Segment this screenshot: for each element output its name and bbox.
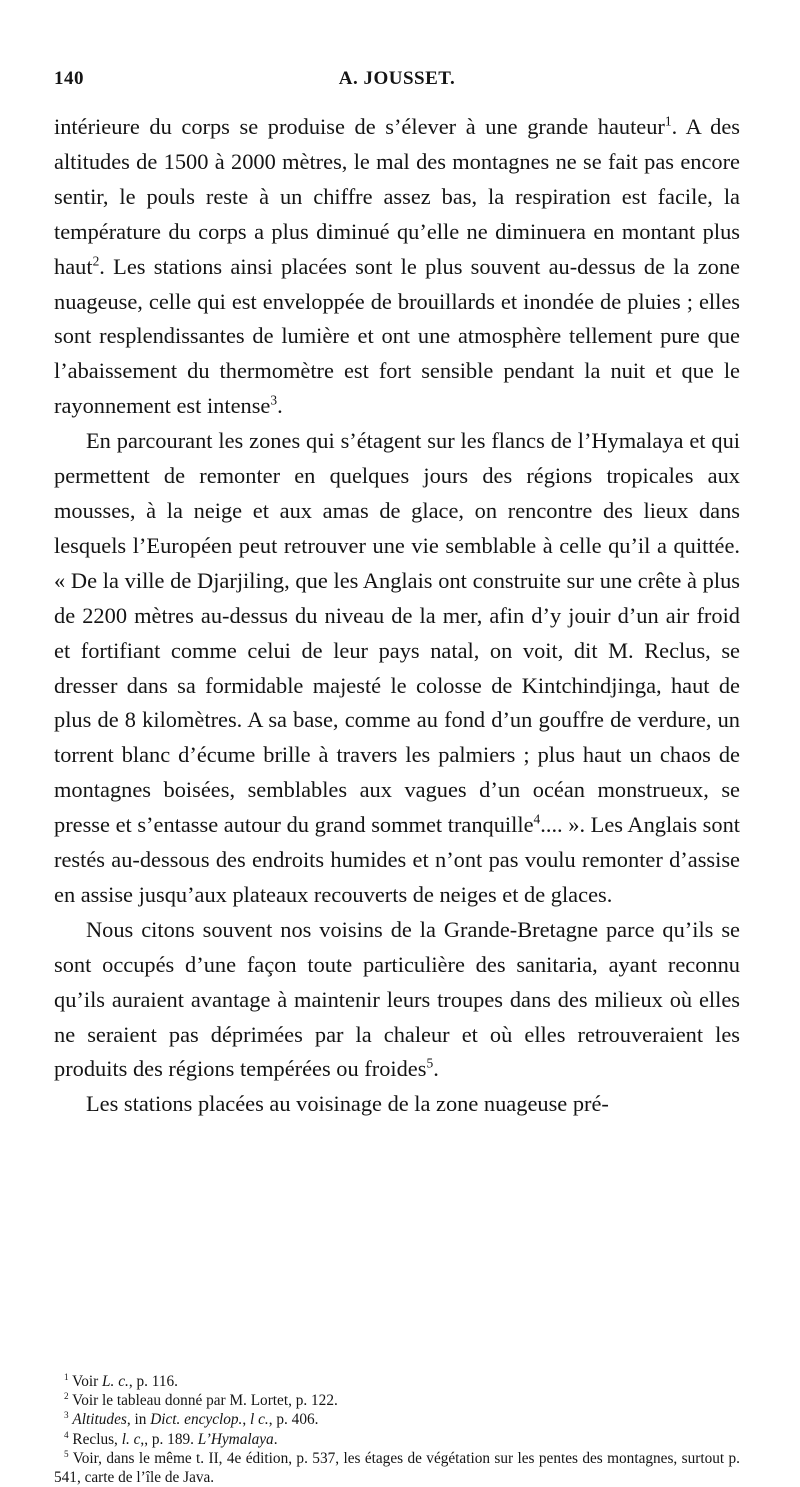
text-run: .	[277, 393, 283, 419]
text-run: intérieure du corps se produise de s’élever à une grande hauteur	[54, 114, 665, 139]
text-run: .... ». Les Anglais sont restés au-dessous des endroits humides et n’ont pas voulu remonter d’assise en assise jusqu’aux plateaux recouverts de neiges et de glaces.	[54, 812, 740, 907]
text-run: Reclus,	[68, 1430, 122, 1448]
text-run: Les stations placées au voisinage de la zone nuageuse pré-	[86, 1091, 609, 1117]
italic-text: l. c	[121, 1430, 141, 1448]
note-reference: 3	[64, 1410, 69, 1421]
text-run: ,	[242, 1411, 251, 1429]
footnote	[54, 1391, 740, 1410]
note-reference: 3	[270, 392, 278, 408]
note-reference: 4	[64, 1429, 69, 1440]
text-run: Voir	[68, 1373, 103, 1390]
text-run: ,, p. 189.	[140, 1430, 198, 1448]
note-reference: 2	[92, 253, 100, 269]
text-run: En parcourant les zones qui s’étagent sur les flancs de l’Hymalaya et qui permettent de remonter en quelques jours des régions tropicales aux mousses, à la neige et aux amas de glace, on rencontre des lieux dans lesquels l’Européen peut retrouver une vie semblable à celle qu’il a quittée. « De la ville de Djarjiling, que les Anglais ont construite sur une crête à plus de 2200 mètres au-dessus du niveau de la mer, afin d’y jouir d’un air froid et fortifiant comme celui de leur pays natal, on voit, dit M. Reclus, se dresser dans sa formidable majesté le colosse de Kintchindjinga, haut de plus de 8 kilomètres. A sa base, comme au fond d’un gouffre de verdure, un torrent blanc d’écume brille à travers les palmiers ; plus haut un chaos de montagnes boisées, semblables aux vagues d’un océan monstrueux, se presse et s’entasse autour du grand sommet tranquille	[54, 428, 740, 838]
note-reference: 2	[64, 1391, 69, 1402]
paragraph	[54, 110, 740, 424]
text-run: .	[433, 1056, 439, 1082]
footnote	[54, 1430, 740, 1449]
italic-text: L. c.	[102, 1373, 129, 1390]
text-run: , in	[126, 1411, 151, 1429]
footnote	[54, 1449, 740, 1487]
italic-text: L’Hymalaya	[197, 1430, 274, 1448]
paragraph	[54, 424, 740, 913]
note-reference: 1	[64, 1371, 69, 1382]
note-reference: 4	[533, 811, 541, 827]
footnote	[54, 1410, 740, 1429]
text-run: , p. 406.	[268, 1411, 319, 1429]
note-reference: 1	[664, 113, 672, 129]
text-run: .	[273, 1430, 278, 1448]
note-reference: 5	[64, 1448, 69, 1459]
paragraph	[54, 913, 740, 1088]
text-run: . A des altitudes de 1500 à 2000 mètres, le mal des montagnes ne se fait pas encore sentir, le pouls reste à un chiffre assez bas, la respiration est facile, la température du corps a plus diminué qu’elle ne diminuera en montant plus haut	[54, 114, 740, 279]
italic-text: Dict. encyclop.	[150, 1411, 243, 1429]
page-number: 140	[54, 68, 84, 89]
italic-text: Altitudes	[72, 1411, 127, 1429]
text-run: . Les stations ainsi placées sont le plus souvent au-dessus de la zone nuageuse, celle qui est enveloppée de brouillards et inondée de pluies ; elles sont resplendissantes de lumière et ont une atmosphère tellement pure que l’abaissement du thermomètre est fort sensible pendant la nuit et que le rayonnement est intense	[54, 253, 740, 419]
footnote	[54, 1372, 740, 1391]
italic-text: l c.	[250, 1411, 269, 1429]
footnotes	[54, 1372, 740, 1487]
note-reference: 5	[426, 1056, 434, 1071]
running-title: A. JOUSSET.	[338, 68, 456, 89]
body-text	[54, 110, 740, 1122]
text-run: Voir, dans le même t. II, 4e édition, p. 537, les étages de végétation sur les pentes des montagnes, surtout p. 541, carte de l’île de Java.	[54, 1449, 740, 1487]
text-run: Nous citons souvent nos voisins de la Grande-Bretagne parce qu’ils se sont occupés d’une façon toute particulière des sanitaria, ayant reconnu qu’ils auraient avantage à maintenir leurs troupes dans des milieux où elles ne seraient pas déprimées par la chaleur et où elles retrouveraient les produits des régions tempérées ou froides	[54, 916, 740, 1082]
paragraph	[54, 1087, 740, 1122]
text-run: , p. 116.	[128, 1373, 178, 1390]
text-run: Voir le tableau donné par M. Lortet, p. 122.	[68, 1392, 338, 1410]
